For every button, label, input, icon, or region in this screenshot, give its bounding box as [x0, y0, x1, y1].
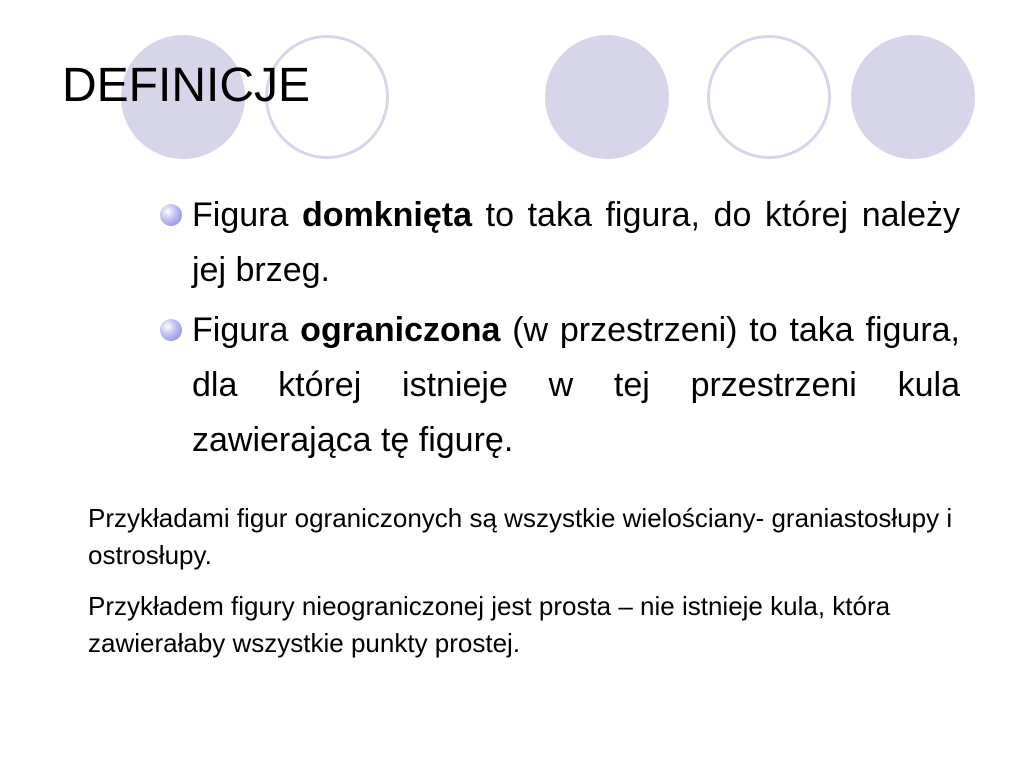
- bullet-dot-icon: [160, 204, 182, 226]
- example-bounded: Przykładami figur ograniczonych są wszystkie wielościany- graniastosłupy i ostrosłupy.: [88, 503, 953, 570]
- bullet-term: ograniczona: [300, 311, 501, 349]
- slide-title: DEFINICJE: [62, 59, 311, 112]
- decorative-circle-outline: [707, 35, 831, 159]
- bullet-dot-icon: [160, 319, 182, 341]
- bullet-text-after: to taka figura, do której należy jej brzeg.: [192, 196, 960, 289]
- bullet-text-before: Figura: [192, 196, 302, 234]
- bullet-text-before: Figura: [192, 311, 301, 349]
- decorative-circle-filled: [545, 35, 669, 159]
- examples-section: [88, 500, 978, 676]
- bullet-item-domknieta: [160, 188, 960, 298]
- bullet-list: [160, 188, 960, 473]
- decorative-circle-filled: [851, 35, 975, 159]
- bullet-text-after: (w przestrzeni) to taka figura, dla której istnieje w tej przestrzeni kula zawierająca tę figurę.: [192, 311, 960, 459]
- bullet-item-ograniczona: [160, 303, 960, 468]
- bullet-term: domknięta: [301, 196, 473, 234]
- example-unbounded: Przykładem figury nieograniczonej jest prosta – nie istnieje kula, która zawierałaby wszystkie punkty prostej.: [88, 591, 891, 658]
